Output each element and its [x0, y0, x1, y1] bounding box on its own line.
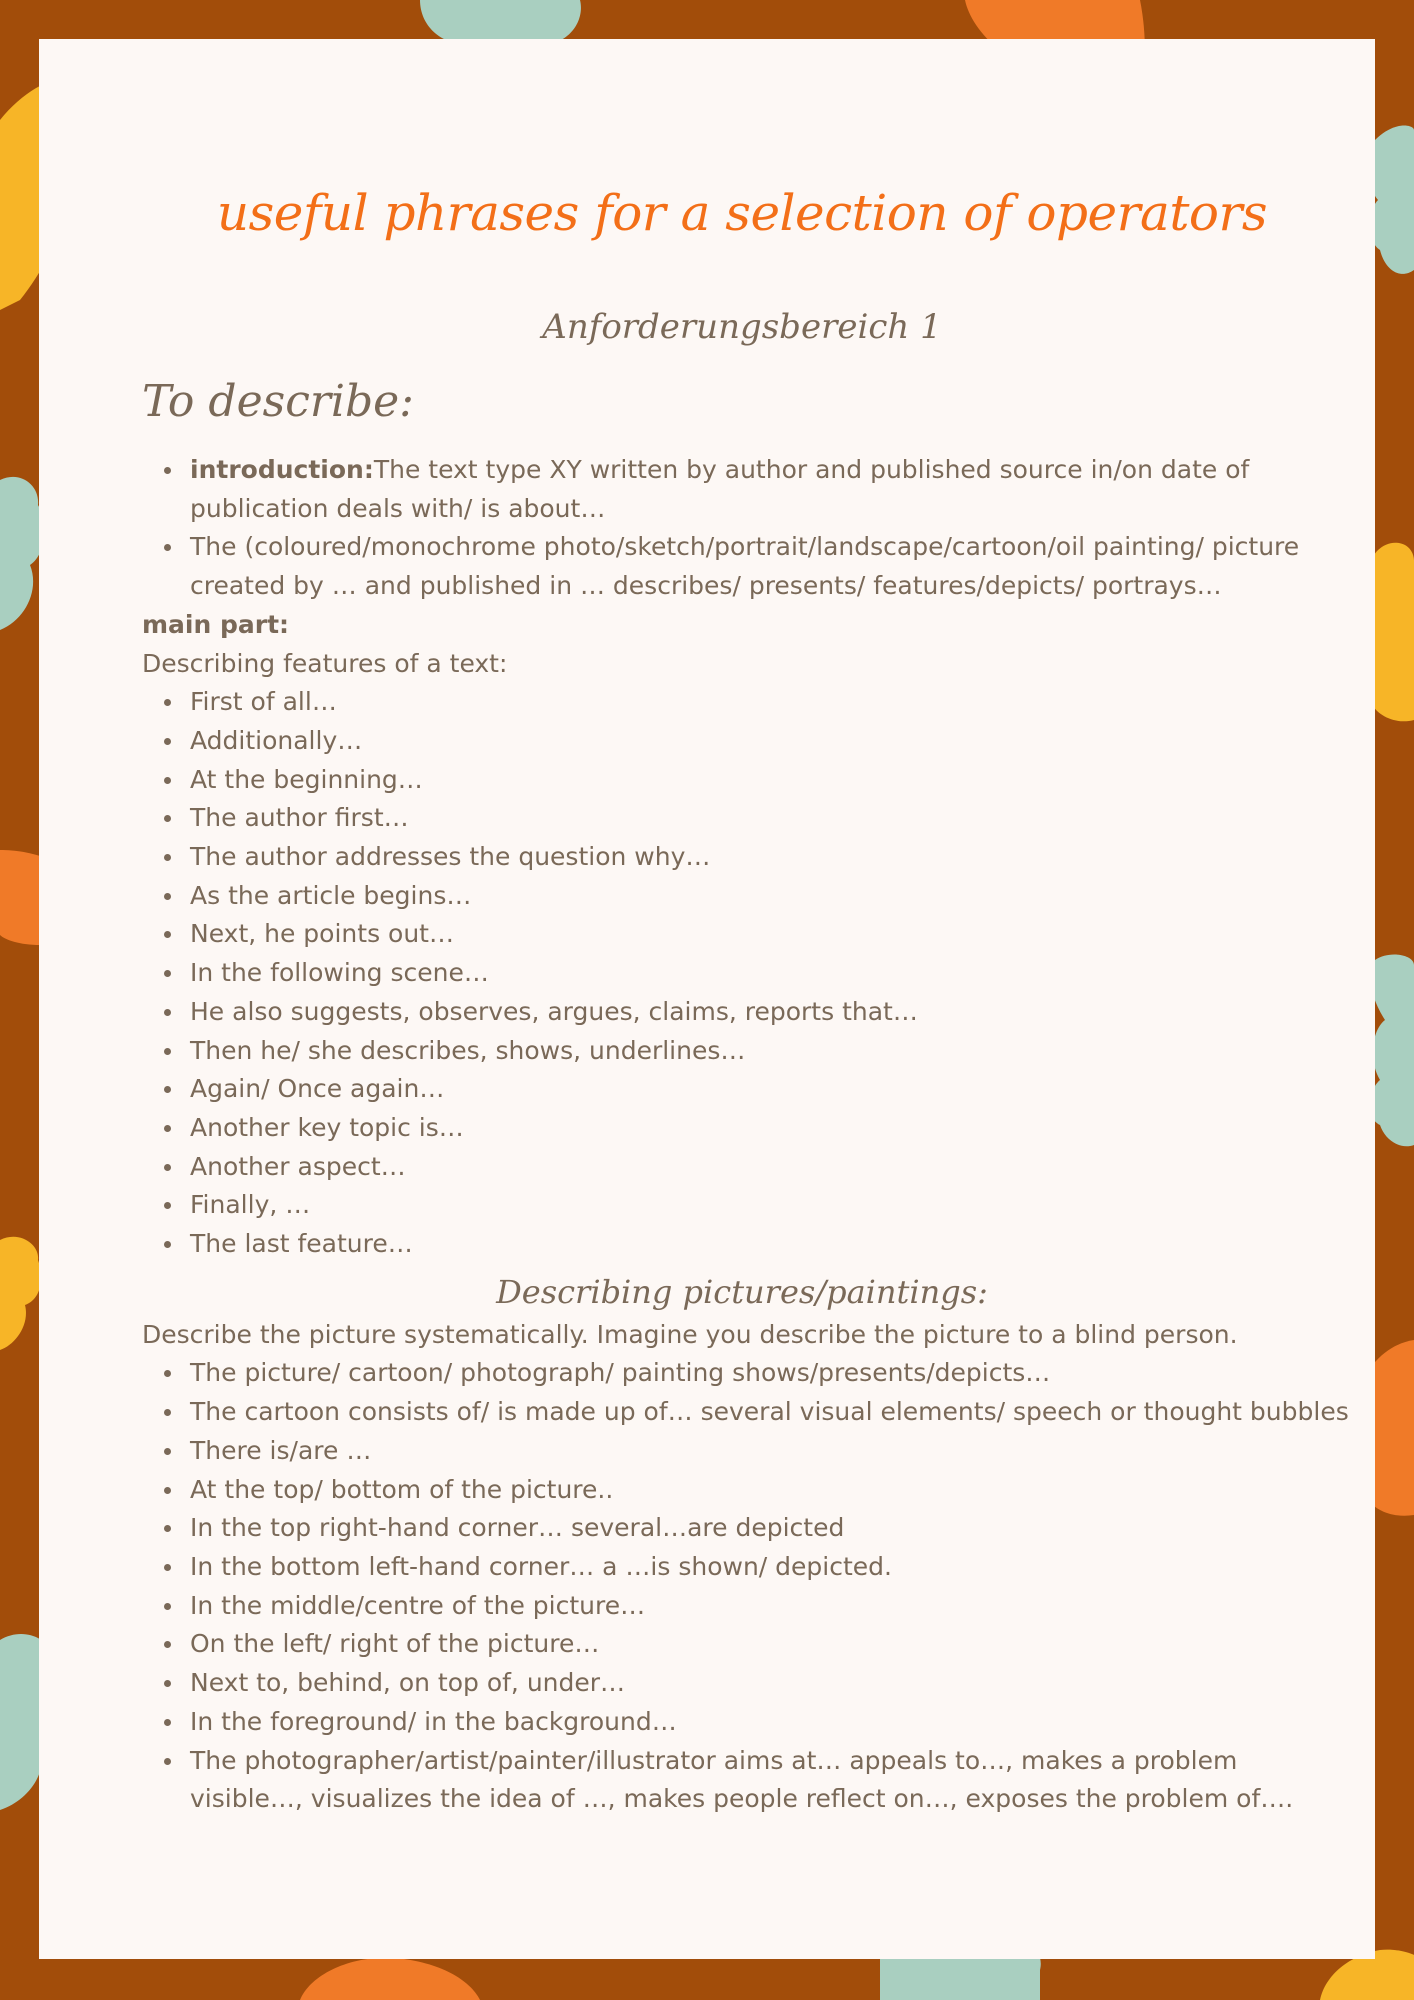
- yellow-leaf-left-mid: [0, 1237, 41, 1350]
- list-item: In the foreground/ in the background…: [190, 1703, 1352, 1742]
- list-item: In the bottom left-hand corner… a …is shown/ depicted.: [190, 1548, 1352, 1587]
- orange-leaf-bottom: [300, 1958, 480, 2000]
- intro-text: The text type XY written by author and published source in/on date of publication deals with/ is about…: [190, 455, 1250, 523]
- text-features-label: Describing features of a text:: [142, 648, 508, 678]
- list-item: At the top/ bottom of the picture..: [190, 1471, 1352, 1510]
- list-item: [190, 451, 1352, 528]
- list-item: There is/are …: [190, 1432, 1352, 1471]
- list-item: First of all…: [190, 683, 1352, 722]
- list-item: As the article begins…: [190, 877, 1352, 916]
- list-item: The picture/ cartoon/ photograph/ painting shows/presents/depicts…: [190, 1354, 1352, 1393]
- list-item: The cartoon consists of/ is made up of… several visual elements/ speech or thought bubbles: [190, 1393, 1352, 1432]
- picture-phrases-list: [142, 1354, 1352, 1818]
- pictures-heading: Describing pictures/paintings:: [496, 1272, 988, 1311]
- list-item: The last feature…: [190, 1225, 1352, 1264]
- list-item: The author addresses the question why…: [190, 838, 1352, 877]
- page-subtitle: Anforderungsbereich 1: [542, 307, 942, 347]
- mint-leaf-right-top: [1369, 126, 1414, 274]
- list-item: Additionally…: [190, 722, 1352, 761]
- list-item: Finally, …: [190, 1186, 1352, 1225]
- list-item: In the top right-hand corner… several…are depicted: [190, 1509, 1352, 1548]
- list-item: Again/ Once again…: [190, 1070, 1352, 1109]
- list-item: On the left/ right of the picture…: [190, 1625, 1352, 1664]
- intro-text: The (coloured/monochrome photo/sketch/portrait/landscape/cartoon/oil painting/ picture created by … and published in … describes/ presents/ features/depicts/ portrays…: [190, 532, 1300, 601]
- list-item: In the following scene…: [190, 954, 1352, 993]
- main-part-label: main part:: [142, 609, 290, 639]
- list-item: He also suggests, observes, argues, claims, reports that…: [190, 993, 1352, 1032]
- text-phrases-list: [142, 683, 1352, 1264]
- intro-list: [142, 451, 1352, 606]
- pictures-intro: Describe the picture systematically. Imagine you describe the picture to a blind person.: [142, 1319, 1238, 1349]
- mint-leaf-left: [0, 477, 45, 630]
- page-title: useful phrases for a selection of operators: [216, 184, 1268, 242]
- list-item: Next, he points out…: [190, 915, 1352, 954]
- list-item: At the beginning…: [190, 761, 1352, 800]
- list-item: The photographer/artist/painter/illustrator aims at… appeals to…, makes a problem visible…, visualizes the idea of …, makes people reflect on…, exposes the problem of….: [190, 1742, 1352, 1819]
- section-heading-describe: To describe:: [142, 376, 414, 427]
- list-item: [190, 528, 1352, 605]
- list-item: In the middle/centre of the picture…: [190, 1587, 1352, 1626]
- list-item: Next to, behind, on top of, under…: [190, 1664, 1352, 1703]
- mint-leaf-right-mid: [1370, 955, 1414, 1147]
- list-item: Then he/ she describes, shows, underlines…: [190, 1032, 1352, 1071]
- list-item: The author first…: [190, 799, 1352, 838]
- body-text: [142, 451, 1352, 1819]
- intro-label: introduction:: [190, 455, 374, 484]
- worksheet-page: [39, 39, 1375, 1959]
- list-item: Another key topic is…: [190, 1109, 1352, 1148]
- list-item: Another aspect…: [190, 1148, 1352, 1187]
